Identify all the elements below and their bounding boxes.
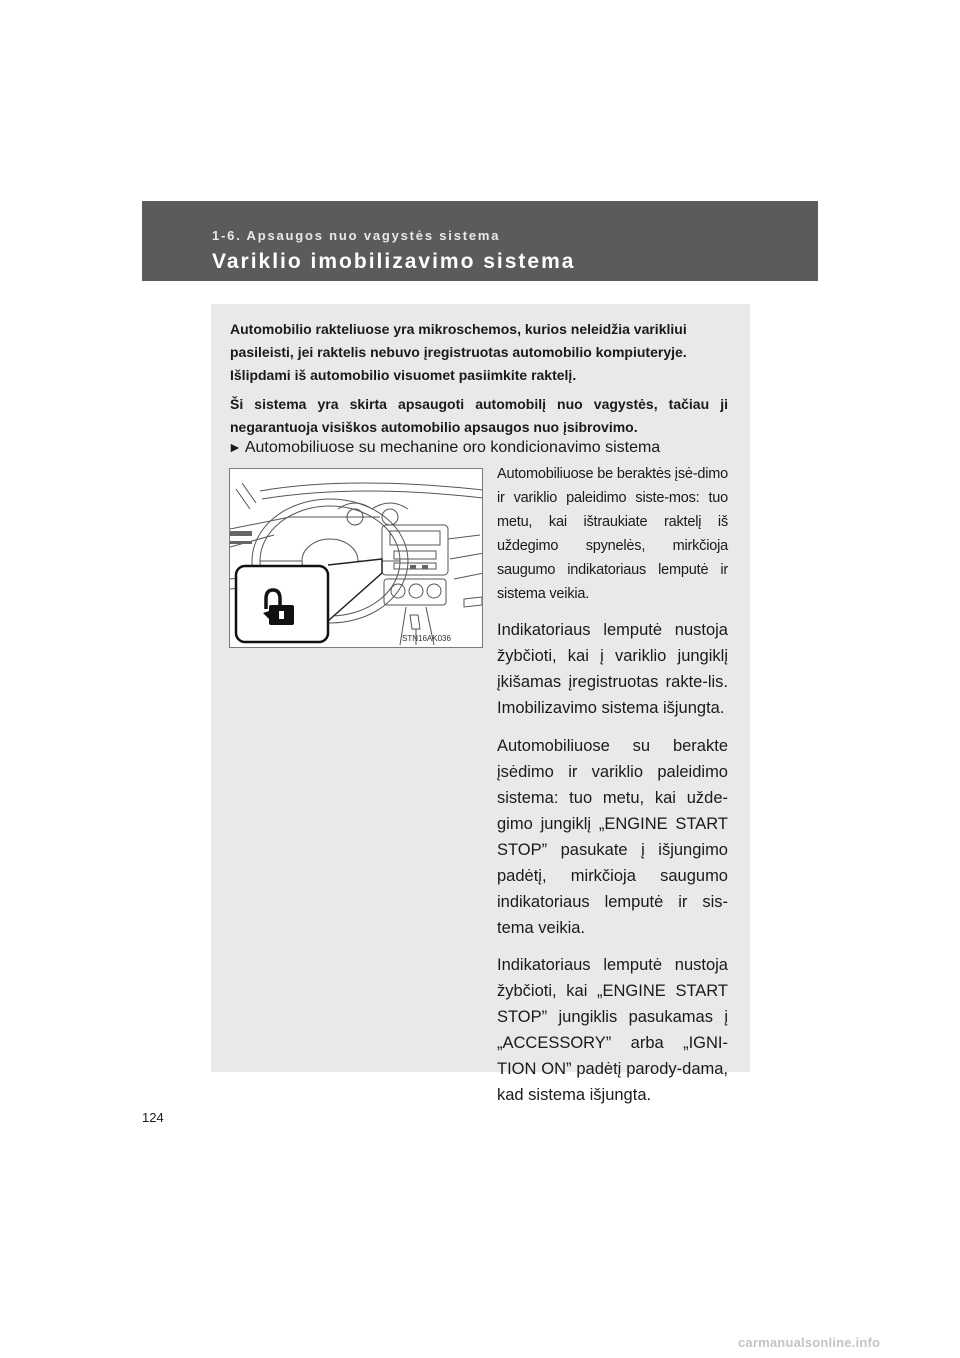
description-column xyxy=(497,462,728,1108)
intro-paragraph-2: Ši sistema yra skirta apsaugoti automobilį nuo vagystės, tačiau ji negarantuoja visiškos automobilio apsaugos nuo įsibrovimo. xyxy=(230,396,728,435)
paragraph-key-inserted: Indikatoriaus lemputė nustoja žybčioti, kai į variklio jungiklį įkišamas įregistruotas rakte-lis. Imobilizavimo sistema išjungta. xyxy=(497,621,728,717)
page-title: Variklio imobilizavimo sistema xyxy=(212,250,576,273)
triangle-marker-icon: ► xyxy=(228,439,242,455)
section-label: 1-6. Apsaugos nuo vagystės sistema xyxy=(212,228,501,243)
paragraph-smart-entry-off: Automobiliuose su berakte įsėdimo ir variklio paleidimo sistema: tuo metu, kai užde-gimo jungiklį „ENGINE START STOP” pasukate į išjungimo padėtį, mirkčioja saugumo indikatoriaus lemputė ir sis-tema veikia. xyxy=(497,737,728,937)
intro-line-1: Automobilio rakteliuose yra mikroschemos, kurios neleidžia varikliui xyxy=(230,321,687,337)
intro-text xyxy=(230,318,728,439)
dashboard-drawing xyxy=(230,469,483,648)
dashboard-illustration xyxy=(229,468,483,648)
intro-line-3: Išlipdami iš automobilio visuomet pasiimkite raktelį. xyxy=(230,367,577,383)
condition-subheading xyxy=(228,439,728,457)
condition-subheading-text: Automobiliuose su mechanine oro kondicionavimo sistema xyxy=(244,439,661,456)
paragraph-keyless-off: Automobiliuose be beraktės įsė-dimo ir variklio paleidimo siste-mos: tuo metu, kai ištraukiate raktelį iš uždegimo spynelės, mirkčioja saugumo indikatoriaus lemputė ir sistema veikia. xyxy=(497,466,728,602)
section-header xyxy=(142,201,818,281)
intro-line-2: pasileisti, jei raktelis nebuvo įregistruotas automobilio kompiuteryje. xyxy=(230,344,687,360)
page-number: 124 xyxy=(142,1110,164,1125)
figure-code: STN16AK036 xyxy=(402,634,451,643)
paragraph-smart-entry-on: Indikatoriaus lemputė nustoja žybčioti, kai „ENGINE START STOP” jungiklis pasukamas į „ACCESSORY” arba „IGNI-TION ON” padėtį parody-dama, kad sistema išjungta. xyxy=(497,956,728,1104)
watermark: carmanualsonline.info xyxy=(738,1335,881,1350)
